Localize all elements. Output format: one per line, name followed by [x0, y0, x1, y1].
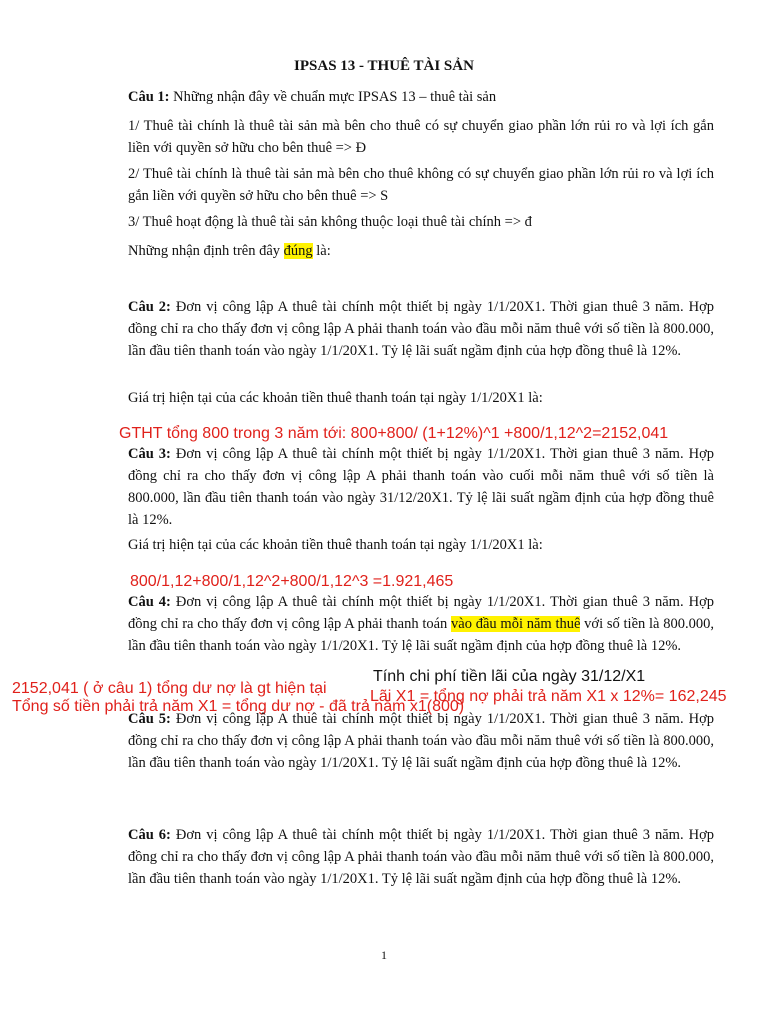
page-number: 1 [381, 948, 387, 962]
annotation-interest-title: Tính chi phí tiền lãi của ngày 31/12/X1 [373, 668, 646, 685]
question-1-label: Câu 1: [128, 89, 170, 105]
question-4-label: Câu 4: [128, 594, 171, 610]
prompt-suffix: là: [312, 243, 331, 259]
highlighted-phrase: vào đầu mỗi năm thuê [451, 616, 581, 632]
question-5-paragraph [128, 708, 714, 774]
question-1-heading [128, 86, 714, 108]
question-3-paragraph [128, 443, 714, 531]
annotation-q3-answer: 800/1,12+800/1,12^2+800/1,12^3 =1.921,465 [130, 573, 454, 590]
statement-1: 1/ Thuê tài chính là thuê tài sản mà bên cho thuê có sự chuyển giao phần lớn rủi ro và lợi ích gắn liền với quyền sở hữu cho bên thuê => Đ [128, 118, 714, 156]
prompt-prefix: Những nhận định trên đây [128, 243, 284, 259]
question-2-label: Câu 2: [128, 299, 171, 315]
statement-2: 2/ Thuê tài chính là thuê tài sản mà bên cho thuê không có sự chuyển giao phần lớn rủi ro và lợi ích gắn liền với quyền sở hữu cho bên thuê => S [128, 166, 714, 204]
annotation-debt-note: 2152,041 ( ở câu 1) tổng dư nợ là gt hiện tại [12, 680, 327, 697]
question-4-text-end: với số tiền là 800.000, lần đầu tiên thanh toán vào ngày 1/1/20X1. Tỷ lệ lãi suất ngầm định của hợp đồng thuê là 12%. [128, 616, 714, 654]
question-4-paragraph [128, 591, 714, 657]
highlighted-word: đúng [283, 243, 313, 259]
question-2-paragraph [128, 296, 714, 362]
question-1-text: Những nhận đây về chuẩn mực IPSAS 13 – thuê tài sản [169, 89, 497, 105]
question-2-question: Giá trị hiện tại của các khoản tiền thuê thanh toán tại ngày 1/1/20X1 là: [128, 390, 543, 406]
question-6-paragraph [128, 824, 714, 890]
question-5-label: Câu 5: [128, 711, 171, 727]
annotation-total-paid: Tổng số tiền phải trả năm X1 = tổng dư nợ - đã trả năm x1(800) [12, 698, 465, 715]
question-3-question: Giá trị hiện tại của các khoản tiền thuê thanh toán tại ngày 1/1/20X1 là: [128, 537, 543, 553]
question-6-text: Đơn vị công lập A thuê tài chính một thiết bị ngày 1/1/20X1. Thời gian thuê 3 năm. Hợp đồng chỉ ra cho thấy đơn vị công lập A phải thanh toán vào đầu mỗi năm thuê với số tiền là 800.000, lần đầu tiên thanh toán vào ngày 1/1/20X1. Tỷ lệ lãi suất ngầm định của hợp đồng thuê là 12%. [128, 827, 714, 887]
question-4-text-start: Đơn vị công lập A thuê tài chính một thiết bị ngày 1/1/20X1. Thời gian thuê 3 năm. Hợp đồng chỉ ra cho thấy đơn vị công lập A phải thanh toán [128, 594, 714, 632]
page-title: IPSAS 13 - THUÊ TÀI SẢN [294, 58, 474, 74]
question-3-text: Đơn vị công lập A thuê tài chính một thiết bị ngày 1/1/20X1. Thời gian thuê 3 năm. Hợp đồng chỉ ra cho thấy đơn vị công lập A phải thanh toán vào cuối mỗi năm thuê với số tiền là 800.000, lần đầu tiên thanh toán vào ngày 31/12/20X1. Tỷ lệ lãi suất ngầm định của hợp đồng thuê là 12%. [128, 446, 714, 528]
statement-3: 3/ Thuê hoạt động là thuê tài sản không thuộc loại thuê tài chính => đ [128, 214, 532, 230]
annotation-gtht: GTHT tổng 800 trong 3 năm tới: 800+800/ (1+12%)^1 +800/1,12^2=2152,041 [119, 425, 669, 442]
question-1-prompt [128, 240, 714, 262]
question-5-text: Đơn vị công lập A thuê tài chính một thiết bị ngày 1/1/20X1. Thời gian thuê 3 năm. Hợp đồng chỉ ra cho thấy đơn vị công lập A phải thanh toán vào đầu mỗi năm thuê với số tiền là 800.000, lần đầu tiên thanh toán vào ngày 1/1/20X1. Tỷ lệ lãi suất ngầm định của hợp đồng thuê là 12%. [128, 711, 714, 771]
question-6-label: Câu 6: [128, 827, 171, 843]
annotation-interest-calc: Lãi X1 = tổng nợ phải trả năm X1 x 12%= 162,245 [370, 688, 727, 705]
question-2-text: Đơn vị công lập A thuê tài chính một thiết bị ngày 1/1/20X1. Thời gian thuê 3 năm. Hợp đồng chỉ ra cho thấy đơn vị công lập A phải thanh toán vào đầu mỗi năm thuê với số tiền là 800.000, lần đầu tiên thanh toán vào ngày 1/1/20X1. Tỷ lệ lãi suất ngầm định của hợp đồng thuê là 12%. [128, 299, 714, 359]
question-3-label: Câu 3: [128, 446, 171, 462]
